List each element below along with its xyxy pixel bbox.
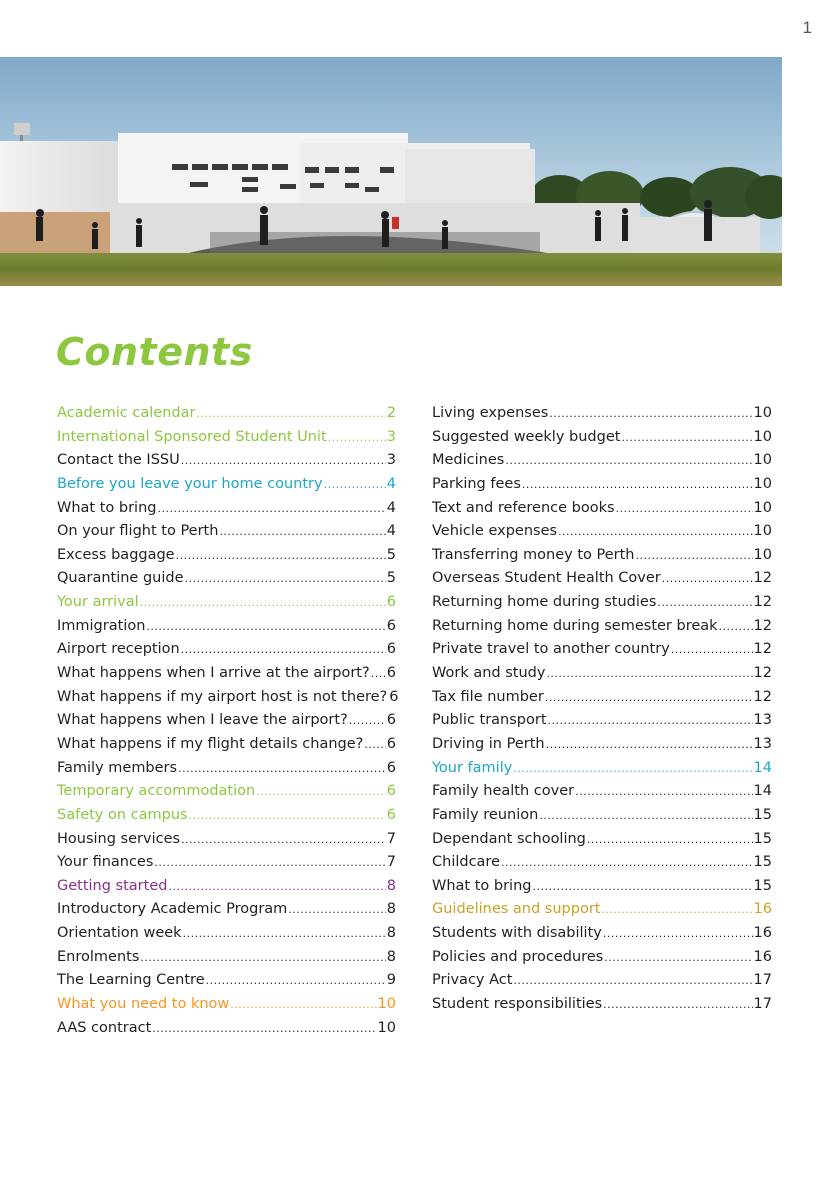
dot-leader <box>601 904 752 915</box>
toc-entry-label: Living expenses <box>432 405 549 421</box>
toc-entry-page-number: 10 <box>753 523 772 540</box>
dot-leader <box>178 763 386 774</box>
toc-entry[interactable] <box>432 993 772 1017</box>
toc-entry-page-number: 6 <box>386 665 396 682</box>
toc-entry[interactable] <box>57 946 396 970</box>
toc-entry-page-number: 15 <box>753 830 772 847</box>
dot-leader <box>219 526 385 537</box>
page-title: Contents <box>56 330 253 374</box>
toc-entry-page-number: 16 <box>753 901 772 918</box>
toc-right-column <box>432 402 772 1017</box>
toc-entry-label: What to bring <box>432 877 532 894</box>
dot-leader <box>364 739 385 750</box>
dot-leader <box>719 621 753 632</box>
dot-leader <box>146 621 385 632</box>
toc-entry-page-number: 12 <box>753 665 772 682</box>
toc-entry-page-number: 15 <box>753 854 772 871</box>
toc-entry-page-number: 12 <box>753 594 772 611</box>
toc-entry-page-number: 5 <box>386 546 396 563</box>
toc-entry[interactable] <box>57 544 396 568</box>
toc-entry-label: International Sponsored Student Unit <box>57 428 327 445</box>
toc-entry[interactable] <box>57 851 396 875</box>
toc-entry-page-number: 8 <box>386 948 396 965</box>
dot-leader <box>324 479 386 490</box>
dot-leader <box>230 999 376 1010</box>
toc-entry[interactable] <box>57 780 396 804</box>
toc-entry-page-number: 6 <box>386 783 396 800</box>
toc-entry[interactable] <box>432 686 772 710</box>
campus-photo <box>0 57 782 286</box>
dot-leader <box>603 928 753 939</box>
dot-leader <box>604 952 752 963</box>
toc-entry-page-number: 12 <box>753 617 772 634</box>
toc-entry-label: Text and reference books <box>432 499 615 516</box>
toc-entry-label: On your flight to Perth <box>57 523 219 540</box>
dot-leader <box>513 975 752 986</box>
dot-leader <box>549 408 752 419</box>
toc-entry-page-number: 16 <box>753 948 772 965</box>
toc-entry-label: What to bring <box>57 499 157 516</box>
dot-leader <box>206 975 386 986</box>
dot-leader <box>154 857 385 868</box>
toc-entry-label: Private travel to another country <box>432 641 670 658</box>
toc-entry-page-number: 12 <box>753 570 772 587</box>
toc-entry[interactable] <box>432 946 772 970</box>
toc-entry-page-number: 5 <box>386 570 396 587</box>
toc-entry-label: Quarantine guide <box>57 570 184 587</box>
dot-leader <box>371 668 386 679</box>
dot-leader <box>621 432 752 443</box>
toc-entry-page-number: 12 <box>753 641 772 658</box>
dot-leader <box>288 904 385 915</box>
dot-leader <box>196 408 385 419</box>
toc-entry[interactable] <box>432 851 772 875</box>
dot-leader <box>189 810 386 821</box>
toc-entry-label: The Learning Centre <box>57 972 205 989</box>
toc-entry-label: Contact the ISSU <box>57 452 180 469</box>
toc-entry-label: Work and study <box>432 665 546 682</box>
toc-entry-page-number: 14 <box>753 759 772 776</box>
toc-entry-label: What happens when I arrive at the airport? <box>57 665 370 682</box>
toc-entry-page-number: 10 <box>377 996 396 1013</box>
toc-entry-label: Safety on campus <box>57 806 188 823</box>
toc-entry-label: Returning home during studies <box>432 594 657 611</box>
toc-entry[interactable] <box>432 709 772 733</box>
toc-entry-page-number: 13 <box>753 712 772 729</box>
toc-entry[interactable] <box>57 591 396 615</box>
toc-entry-label: Transferring money to Perth <box>432 546 635 563</box>
dot-leader <box>349 715 386 726</box>
toc-entry[interactable] <box>57 615 396 639</box>
toc-entry[interactable] <box>57 402 396 426</box>
toc-entry-label: What you need to know <box>57 996 230 1013</box>
toc-entry-page-number: 2 <box>386 405 396 421</box>
dot-leader <box>546 668 752 679</box>
toc-entry-label: Childcare <box>432 854 500 871</box>
dot-leader <box>636 550 753 561</box>
toc-entry[interactable] <box>432 567 772 591</box>
toc-entry-page-number: 10 <box>753 452 772 469</box>
dot-leader <box>505 455 752 466</box>
toc-entry-page-number: 7 <box>386 854 396 871</box>
toc-entry-page-number: 17 <box>753 996 772 1013</box>
toc-entry-label: Your family <box>432 759 513 776</box>
dot-leader <box>575 786 752 797</box>
toc-entry[interactable] <box>432 426 772 450</box>
toc-entry-page-number: 4 <box>386 523 396 540</box>
toc-entry-label: Introductory Academic Program <box>57 901 288 918</box>
toc-entry-label: Family reunion <box>432 806 539 823</box>
toc-entry-label: Parking fees <box>432 475 521 492</box>
dot-leader <box>587 834 753 845</box>
toc-entry[interactable] <box>57 449 396 473</box>
dot-leader <box>140 597 386 608</box>
toc-entry-page-number: 3 <box>386 428 396 445</box>
toc-entry-page-number: 10 <box>753 428 772 445</box>
toc-entry-label: Immigration <box>57 617 146 634</box>
dot-leader <box>546 739 753 750</box>
toc-entry-label: Dependant schooling <box>432 830 586 847</box>
toc-entry-page-number: 6 <box>386 759 396 776</box>
toc-entry-page-number: 3 <box>386 452 396 469</box>
dot-leader <box>513 763 752 774</box>
toc-entry-label: Tax file number <box>432 688 544 705</box>
dot-leader <box>616 503 753 514</box>
toc-entry-page-number: 7 <box>386 830 396 847</box>
dot-leader <box>328 432 386 443</box>
toc-entry-label: Driving in Perth <box>432 735 545 752</box>
toc-entry[interactable] <box>432 591 772 615</box>
toc-entry-label: Overseas Student Health Cover <box>432 570 661 587</box>
toc-entry-label: Your arrival <box>57 594 139 611</box>
dot-leader <box>256 786 386 797</box>
toc-entry-label: Airport reception <box>57 641 180 658</box>
toc-entry-page-number: 10 <box>753 475 772 492</box>
dot-leader <box>185 573 386 584</box>
dot-leader <box>157 503 385 514</box>
toc-entry-label: Medicines <box>432 452 505 469</box>
toc-entry[interactable] <box>432 969 772 993</box>
dot-leader <box>558 526 752 537</box>
toc-entry-page-number: 8 <box>386 925 396 942</box>
toc-entry[interactable] <box>57 993 396 1017</box>
dot-leader <box>548 715 753 726</box>
toc-entry-label: Housing services <box>57 830 181 847</box>
dot-leader <box>181 834 386 845</box>
toc-entry[interactable] <box>57 757 396 781</box>
toc-entry-label: Suggested weekly budget <box>432 428 621 445</box>
toc-entry[interactable] <box>432 804 772 828</box>
toc-entry[interactable] <box>432 520 772 544</box>
toc-entry[interactable] <box>57 638 396 662</box>
toc-entry-page-number: 16 <box>753 925 772 942</box>
toc-entry[interactable] <box>432 733 772 757</box>
toc-entry-label: What happens if my flight details change? <box>57 735 364 752</box>
toc-entry[interactable] <box>57 473 396 497</box>
toc-entry[interactable] <box>432 615 772 639</box>
dot-leader <box>539 810 752 821</box>
toc-entry[interactable] <box>57 497 396 521</box>
dot-leader <box>671 644 753 655</box>
toc-left-column <box>57 402 399 1040</box>
toc-entry[interactable] <box>432 922 772 946</box>
toc-entry[interactable] <box>57 733 396 757</box>
toc-entry-page-number: 10 <box>377 1019 396 1036</box>
toc-entry-label: Students with disability <box>432 925 602 942</box>
toc-entry[interactable] <box>432 402 772 426</box>
dot-leader <box>183 928 386 939</box>
toc-entry[interactable] <box>432 449 772 473</box>
page-number: 1 <box>802 18 812 37</box>
toc-entry-label: Getting started <box>57 877 168 894</box>
toc-entry-page-number: 6 <box>386 806 396 823</box>
toc-entry-page-number: 10 <box>753 405 772 421</box>
toc-entry-label: Family health cover <box>432 783 575 800</box>
toc-entry[interactable] <box>57 898 396 922</box>
dot-leader <box>152 1023 376 1034</box>
dot-leader <box>545 692 753 703</box>
toc-entry-label: Policies and procedures <box>432 948 604 965</box>
toc-entry-page-number: 6 <box>386 735 396 752</box>
toc-entry[interactable] <box>57 969 396 993</box>
toc-entry-label: What happens if my airport host is not there? <box>57 688 388 705</box>
toc-entry-label: AAS contract <box>57 1019 152 1036</box>
toc-entry[interactable] <box>57 922 396 946</box>
toc-entry-label: Enrolments <box>57 948 140 965</box>
dot-leader <box>603 999 752 1010</box>
toc-entry-page-number: 15 <box>753 806 772 823</box>
toc-entry-label: Student responsibilities <box>432 996 603 1013</box>
toc-entry-page-number: 13 <box>753 735 772 752</box>
toc-entry-label: Your finances <box>57 854 154 871</box>
toc-entry[interactable] <box>432 757 772 781</box>
toc-entry-page-number: 10 <box>753 546 772 563</box>
toc-entry-label: Vehicle expenses <box>432 523 558 540</box>
toc-entry-page-number: 6 <box>386 641 396 658</box>
toc-entry[interactable] <box>432 828 772 852</box>
toc-entry[interactable] <box>432 662 772 686</box>
toc-entry-label: Before you leave your home country <box>57 475 323 492</box>
toc-entry-label: Academic calendar <box>57 405 196 421</box>
toc-entry-label: What happens when I leave the airport? <box>57 712 348 729</box>
toc-entry-page-number: 8 <box>386 877 396 894</box>
toc-entry-label: Excess baggage <box>57 546 175 563</box>
toc-entry[interactable] <box>57 875 396 899</box>
toc-entry[interactable] <box>57 804 396 828</box>
dot-leader <box>662 573 753 584</box>
dot-leader <box>140 952 385 963</box>
dot-leader <box>532 881 752 892</box>
toc-entry-label: Returning home during semester break <box>432 617 718 634</box>
toc-entry-page-number: 17 <box>753 972 772 989</box>
toc-entry-page-number: 6 <box>389 688 399 705</box>
toc-entry-page-number: 6 <box>386 712 396 729</box>
toc-entry-page-number: 10 <box>753 499 772 516</box>
toc-entry[interactable] <box>432 780 772 804</box>
toc-entry-label: Privacy Act <box>432 972 513 989</box>
toc-entry[interactable] <box>432 638 772 662</box>
toc-entry-page-number: 15 <box>753 877 772 894</box>
toc-entry[interactable] <box>57 426 396 450</box>
toc-entry[interactable] <box>432 473 772 497</box>
toc-entry-page-number: 6 <box>386 594 396 611</box>
dot-leader <box>657 597 752 608</box>
toc-entry-label: Family members <box>57 759 178 776</box>
dot-leader <box>501 857 753 868</box>
toc-entry-label: Temporary accommodation <box>57 783 256 800</box>
toc-entry[interactable] <box>57 520 396 544</box>
toc-entry-label: Guidelines and support <box>432 901 601 918</box>
toc-entry[interactable] <box>57 828 396 852</box>
toc-entry[interactable] <box>432 898 772 922</box>
dot-leader <box>168 881 385 892</box>
dot-leader <box>181 644 386 655</box>
toc-entry[interactable] <box>57 686 399 710</box>
dot-leader <box>176 550 386 561</box>
toc-entry[interactable] <box>57 662 396 686</box>
toc-entry[interactable] <box>432 875 772 899</box>
toc-entry[interactable] <box>432 544 772 568</box>
toc-entry[interactable] <box>57 1017 396 1041</box>
toc-entry-page-number: 9 <box>386 972 396 989</box>
toc-entry-page-number: 6 <box>386 617 396 634</box>
toc-entry-page-number: 4 <box>386 499 396 516</box>
toc-entry-page-number: 8 <box>386 901 396 918</box>
toc-entry[interactable] <box>432 497 772 521</box>
toc-entry[interactable] <box>57 567 396 591</box>
toc-entry-page-number: 4 <box>386 475 396 492</box>
dot-leader <box>181 455 386 466</box>
dot-leader <box>522 479 753 490</box>
toc-entry-label: Orientation week <box>57 925 182 942</box>
toc-entry-page-number: 14 <box>753 783 772 800</box>
toc-entry-page-number: 12 <box>753 688 772 705</box>
toc-entry[interactable] <box>57 709 396 733</box>
toc-entry-label: Public transport <box>432 712 547 729</box>
